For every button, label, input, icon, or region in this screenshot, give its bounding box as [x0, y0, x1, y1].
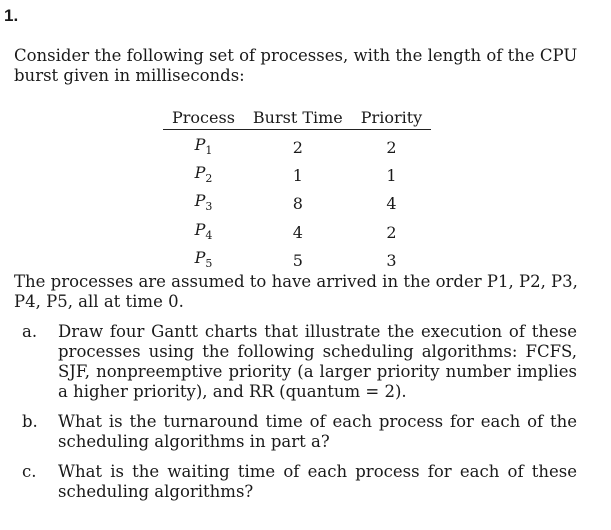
burst-time: 8: [292, 194, 303, 214]
burst-time: 1: [292, 166, 303, 186]
question-number: 1.: [4, 6, 19, 25]
question-part-a: [22, 322, 577, 402]
part-text: What is the waiting time of each process for each of these scheduling algorithms?: [58, 462, 577, 501]
part-label: b.: [22, 412, 38, 431]
process-name: $P_3$: [194, 191, 213, 214]
part-text: Draw four Gantt charts that illustrate the execution of these processes using the following scheduling algorithms: FCFS, SJF, nonpreemptive priority (a larger priority number implies a higher priority), and RR (quantum = 2).: [58, 322, 577, 401]
burst-time: 2: [292, 138, 303, 158]
table-row: [163, 219, 431, 247]
burst-time: 5: [292, 250, 303, 270]
part-label: a.: [22, 322, 38, 341]
table-row: [163, 162, 431, 190]
process-name: $P_5$: [194, 247, 213, 270]
arrival-text: The processes are assumed to have arrived in the order P1, P2, P3, P4, P5, all at time 0.: [14, 272, 578, 311]
priority: 4: [386, 194, 397, 214]
priority: 1: [386, 166, 397, 186]
process-table: [163, 108, 431, 275]
table-row: [163, 247, 431, 275]
part-text: What is the turnaround time of each process for each of the scheduling algorithms in part a?: [58, 412, 577, 451]
process-name: $P_4$: [194, 219, 213, 242]
part-label: c.: [22, 462, 37, 481]
priority: 2: [386, 138, 397, 158]
table-header-row: [163, 108, 431, 130]
header-burst-time: Burst Time: [244, 108, 352, 130]
process-name: $P_1$: [194, 135, 213, 158]
question-part-c: [22, 462, 577, 502]
intro-text: Consider the following set of processes, with the length of the CPU burst given in milliseconds:: [14, 46, 578, 85]
question-part-b: [22, 412, 577, 452]
table-row: [163, 130, 431, 163]
header-process: Process: [163, 108, 244, 130]
process-name: $P_2$: [194, 163, 213, 186]
table-row: [163, 190, 431, 218]
burst-time: 4: [292, 222, 303, 242]
header-priority: Priority: [352, 108, 431, 130]
priority: 3: [386, 250, 397, 270]
priority: 2: [386, 222, 397, 242]
